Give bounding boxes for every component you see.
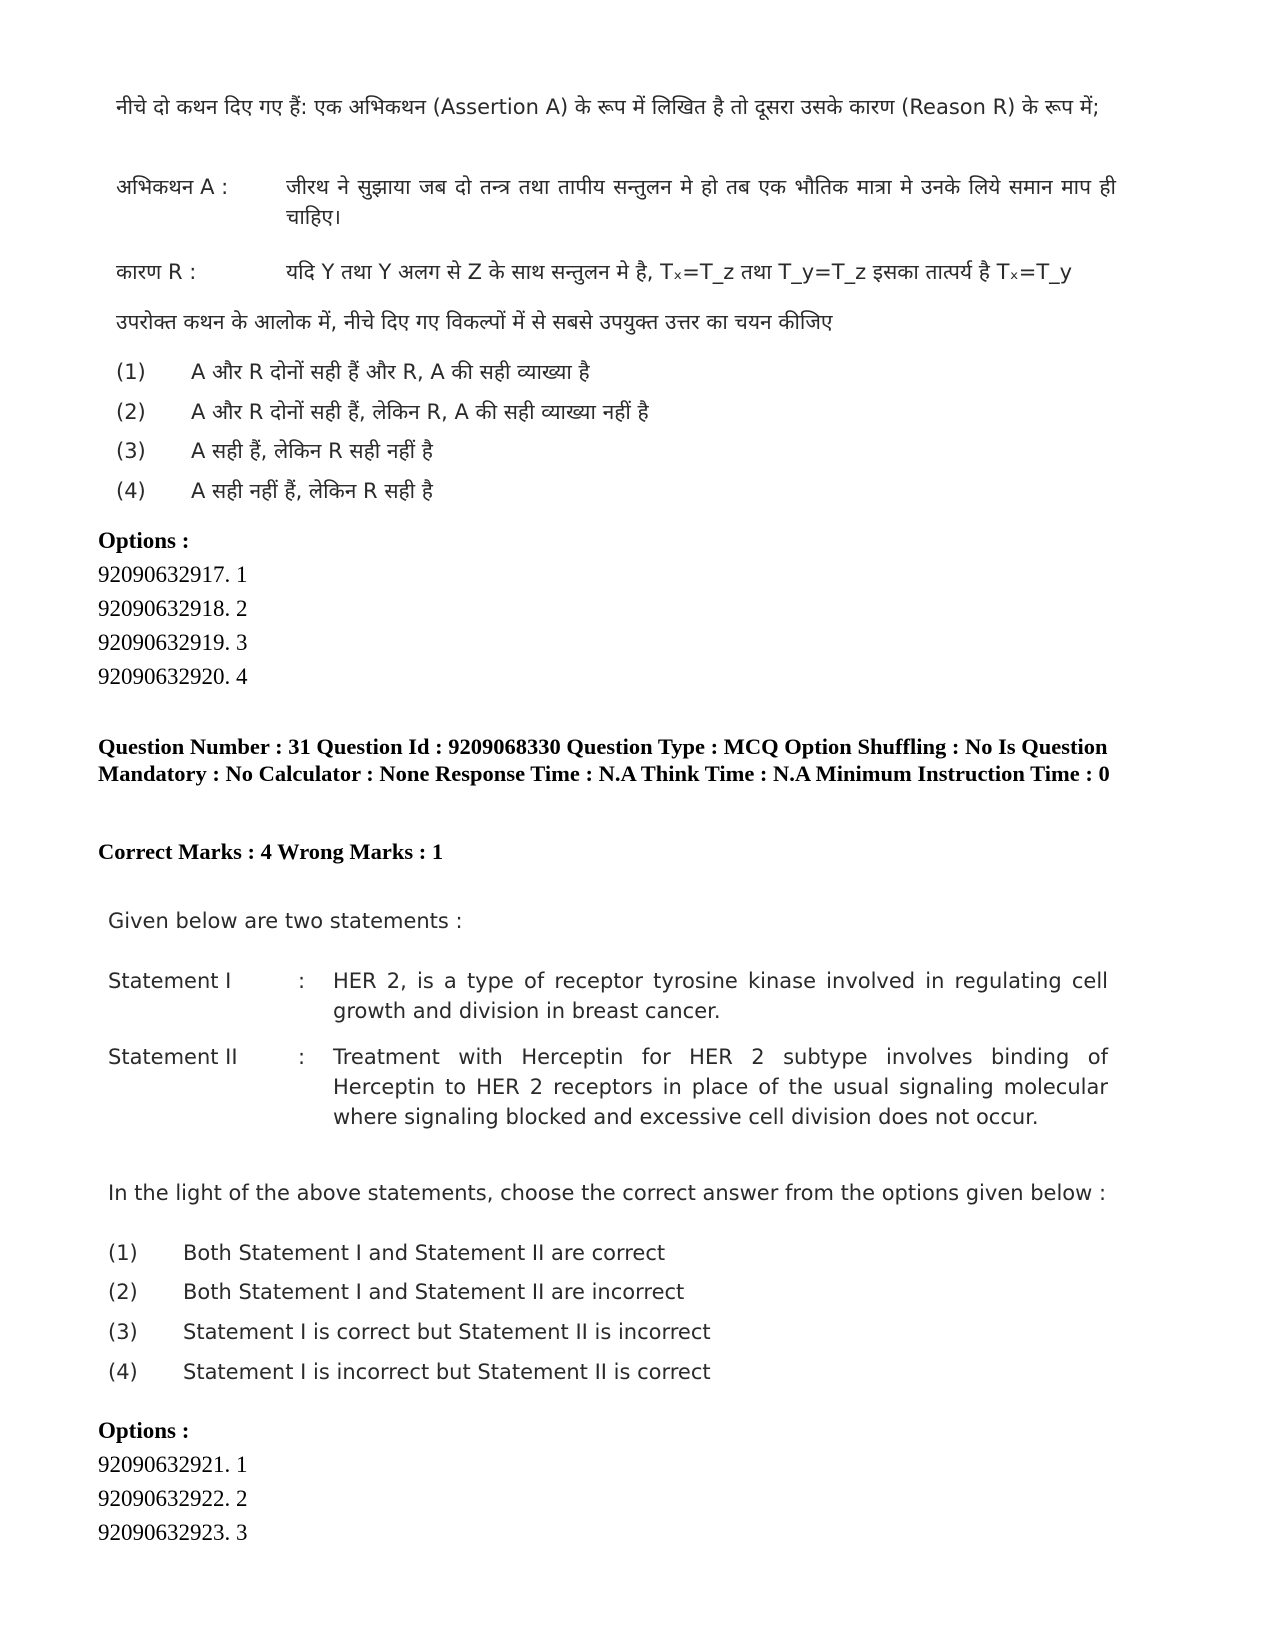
statement-label: Statement I (108, 969, 232, 993)
option-id-line: 92090632919. 3 (98, 630, 248, 655)
choice-number: (1) (116, 360, 146, 384)
q31-instruction: In the light of the above statements, choose the correct answer from the options given below : (108, 1181, 1107, 1205)
choice-text: Statement I is incorrect but Statement II is correct (183, 1360, 711, 1384)
q31-metadata: Question Number : 31 Question Id : 9209068330 Question Type : MCQ Option Shuffling : No Is Question Mandatory : No Calculator : None Response Time : N.A Think Time : N.A Minimum Instruction Time : 0 (98, 734, 1110, 786)
choice-number: (4) (108, 1360, 138, 1384)
choice-text: Statement I is correct but Statement II is incorrect (183, 1320, 711, 1344)
choice-text: A और R दोनों सही हैं और R, A की सही व्याख्या है (191, 360, 590, 384)
q30-instruction: उपरोक्त कथन के आलोक में, नीचे दिए गए विकल्पों में से सबसे उपयुक्त उत्तर का चयन कीजिए (116, 310, 833, 334)
q30-options-heading: Options : (98, 528, 190, 553)
q31-options-heading: Options : (98, 1418, 190, 1443)
option-id-line: 92090632921. 1 (98, 1452, 248, 1477)
q31-intro: Given below are two statements : (108, 909, 463, 933)
option-id-line: 92090632920. 4 (98, 664, 248, 689)
option-id-line: 92090632923. 3 (98, 1520, 248, 1545)
option-id-line: 92090632917. 1 (98, 562, 248, 587)
choice-text: Both Statement I and Statement II are incorrect (183, 1280, 685, 1304)
choice-number: (2) (108, 1280, 138, 1304)
option-id-line: 92090632922. 2 (98, 1486, 248, 1511)
choice-text: Both Statement I and Statement II are correct (183, 1241, 666, 1265)
choice-text: A सही हैं, लेकिन R सही नहीं है (191, 439, 433, 463)
q31-marks: Correct Marks : 4 Wrong Marks : 1 (98, 839, 444, 864)
statement-text: Treatment with Herceptin for HER 2 subtype involves binding of Herceptin to HER 2 receptors in place of the usual signaling molecular where signaling blocked and excessive cell division does not occur. (333, 1045, 1108, 1129)
choice-number: (3) (116, 439, 146, 463)
choice-text: A और R दोनों सही हैं, लेकिन R, A की सही व्याख्या नहीं है (191, 400, 649, 424)
q30-intro: नीचे दो कथन दिए गए हैं: एक अभिकथन (Assertion A) के रूप में लिखित है तो दूसरा उसके कारण (Reason R) के रूप में; (116, 95, 1100, 119)
choice-number: (1) (108, 1241, 138, 1265)
choice-number: (4) (116, 479, 146, 503)
assertion-label: अभिकथन A : (116, 175, 229, 199)
choice-number: (3) (108, 1320, 138, 1344)
assertion-text: जीरथ ने सुझाया जब दो तन्त्र तथा तापीय सन्तुलन मे हो तब एक भौतिक मात्रा मे उनके लिये समान माप ही चाहिए। (286, 175, 1116, 229)
statement-text: HER 2, is a type of receptor tyrosine kinase involved in regulating cell growth and division in breast cancer. (333, 969, 1108, 1023)
statement-colon: : (298, 969, 306, 993)
statement-colon: : (298, 1045, 306, 1069)
statement-label: Statement II (108, 1045, 238, 1069)
choice-text: A सही नहीं हैं, लेकिन R सही है (191, 479, 433, 503)
choice-number: (2) (116, 400, 146, 424)
reason-text: यदि Y तथा Y अलग से Z के साथ सन्तुलन मे है, Tₓ=T_z तथा T_y=T_z इसका तात्पर्य है Tₓ=T_y (286, 260, 1073, 284)
reason-label: कारण R : (116, 260, 197, 284)
option-id-line: 92090632918. 2 (98, 596, 248, 621)
